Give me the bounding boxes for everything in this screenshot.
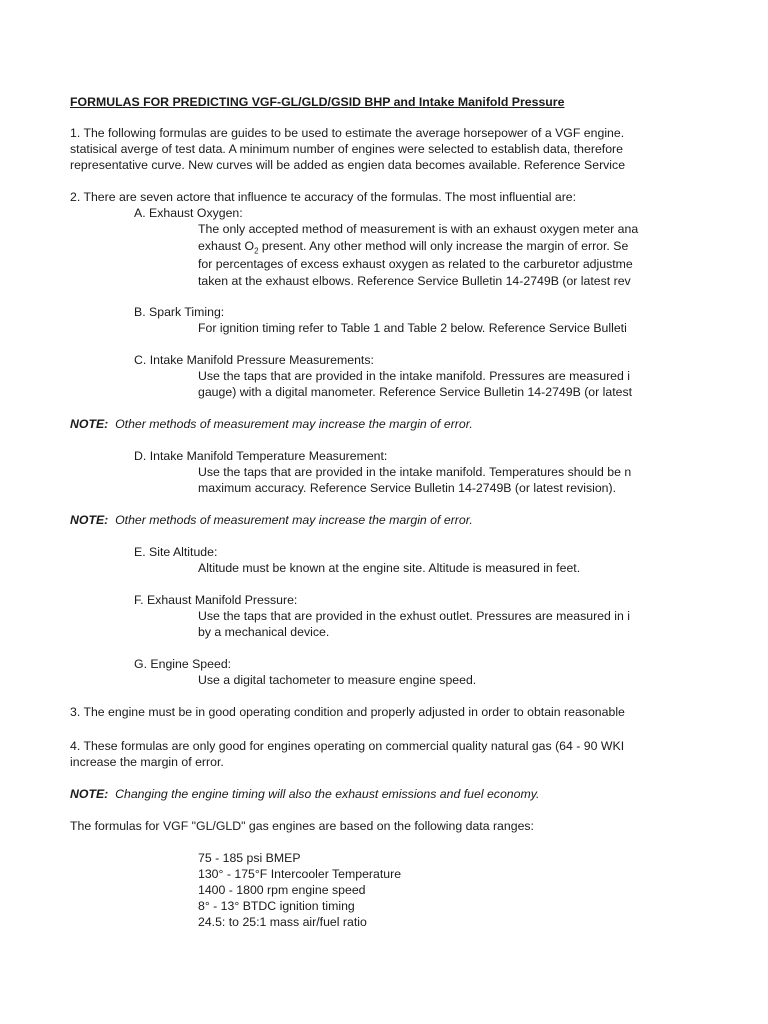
factor-b-line1: For ignition timing refer to Table 1 and Table 2 below. Reference Service Bulleti	[198, 321, 627, 335]
range-item-speed: 1400 - 1800 rpm engine speed	[198, 883, 366, 897]
para3: 3. The engine must be in good operating condition and properly adjusted in order to obtain reasonable	[70, 705, 625, 719]
factor-f-heading: F. Exhaust Manifold Pressure:	[134, 593, 298, 607]
factor-d-line1: Use the taps that are provided in the intake manifold. Temperatures should be n	[198, 465, 632, 479]
page-title: FORMULAS FOR PREDICTING VGF-GL/GLD/GSID BHP and Intake Manifold Pressure	[70, 95, 565, 109]
note-3: NOTE: Changing the engine timing will also the exhaust emissions and fuel economy.	[70, 787, 540, 801]
factor-f-line2: by a mechanical device.	[198, 625, 330, 639]
para1-line1: 1. The following formulas are guides to be used to estimate the average horsepower of a VGF engine.	[70, 126, 625, 140]
note-1: NOTE: Other methods of measurement may increase the margin of error.	[70, 417, 473, 431]
factor-a-line2: exhaust $O_2$ present. Any other method will only increase the margin of error. Se	[198, 239, 629, 256]
range-item-timing: 8° - 13° BTDC ignition timing	[198, 899, 355, 913]
factor-d-heading: D. Intake Manifold Temperature Measurement:	[134, 449, 388, 463]
factor-e-line1: Altitude must be known at the engine site. Altitude is measured in feet.	[198, 561, 581, 575]
range-item-bmep: 75 - 185 psi BMEP	[198, 851, 301, 865]
para4-line1: 4. These formulas are only good for engines operating on commercial quality natural gas (64 - 90 WKI	[70, 739, 625, 753]
range-item-air-fuel: 24.5: to 25:1 mass air/fuel ratio	[198, 915, 367, 929]
factor-c-line1: Use the taps that are provided in the intake manifold. Pressures are measured i	[198, 369, 630, 383]
factor-c-heading: C. Intake Manifold Pressure Measurements:	[134, 353, 374, 367]
range-item-intercooler: 130° - 175°F Intercooler Temperature	[198, 867, 402, 881]
factor-f-line1: Use the taps that are provided in the exhust outlet. Pressures are measured in i	[198, 609, 630, 623]
para4-line2: increase the margin of error.	[70, 755, 224, 769]
para2-intro: 2. There are seven actore that influence te accuracy of the formulas. The most influential are:	[70, 190, 577, 204]
factor-b-heading: B. Spark Timing:	[134, 305, 225, 319]
factor-a-line3: for percentages of excess exhaust oxygen as related to the carburetor adjustme	[198, 257, 633, 271]
para1-line2: statisical averge of test data. A minimum number of engines were selected to establish data, therefore	[70, 142, 623, 156]
para1-line3: representative curve. New curves will be added as engien data becomes available. Reference Service	[70, 158, 626, 172]
factor-e-heading: E. Site Altitude:	[134, 545, 218, 559]
factor-a-line1: The only accepted method of measurement is with an exhaust oxygen meter ana	[198, 222, 639, 236]
factor-c-line2: gauge) with a digital manometer. Reference Service Bulletin 14-2749B (or latest	[198, 385, 633, 399]
factor-a-heading: A. Exhaust Oxygen:	[134, 206, 243, 220]
note-2: NOTE: Other methods of measurement may increase the margin of error.	[70, 513, 473, 527]
factor-a-line4: taken at the exhaust elbows. Reference Service Bulletin 14-2749B (or latest rev	[198, 274, 631, 288]
factor-d-line2: maximum accuracy. Reference Service Bulletin 14-2749B (or latest revision).	[198, 481, 617, 495]
ranges-intro: The formulas for VGF "GL/GLD" gas engines are based on the following data ranges:	[70, 819, 534, 833]
factor-g-heading: G. Engine Speed:	[134, 657, 232, 671]
factor-g-line1: Use a digital tachometer to measure engine speed.	[198, 673, 477, 687]
